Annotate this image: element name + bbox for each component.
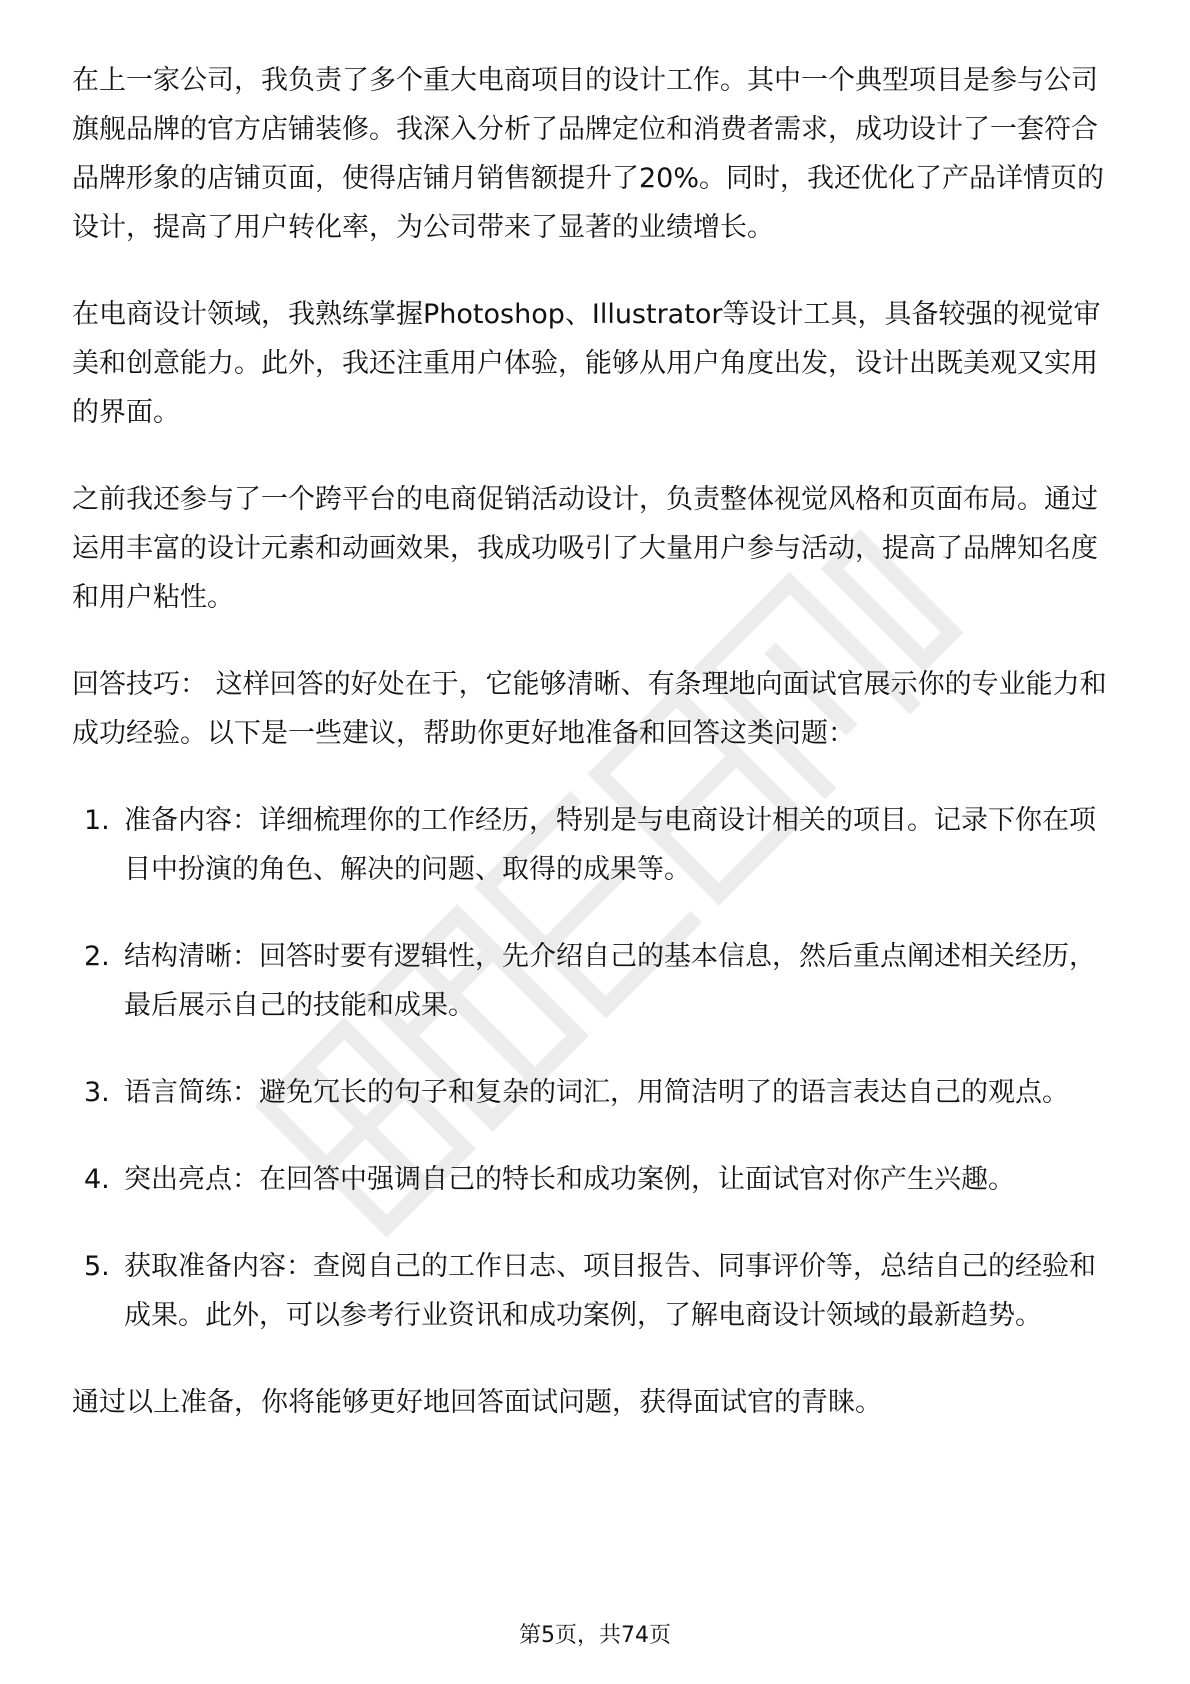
paragraph-promotion: 之前我还参与了一个跨平台的电商促销活动设计，负责整体视觉风格和页面布局。通过运用丰富的设计元素和动画效果，我成功吸引了大量用户参与活动，提高了品牌知名度和用户粘性。 [72, 484, 1098, 613]
list-item-text: 准备内容：详细梳理你的工作经历，特别是与电商设计相关的项目。记录下你在项目中扮演的角色、解决的问题、取得的成果等。 [124, 805, 1096, 885]
list-item [72, 1068, 1122, 1117]
list-item-text: 结构清晰：回答时要有逻辑性，先介绍自己的基本信息，然后重点阐述相关经历，最后展示自己的技能和成果。 [124, 941, 1096, 1021]
tips-list [72, 796, 1122, 1340]
list-item [72, 796, 1122, 894]
document-body [72, 56, 1122, 1427]
paragraph-skills: 在电商设计领域，我熟练掌握Photoshop、Illustrator等设计工具，具备较强的视觉审美和创意能力。此外，我还注重用户体验，能够从用户角度出发，设计出既美观又实用的界面。 [72, 299, 1101, 428]
page-number-footer: 第5页，共74页 [519, 1623, 671, 1648]
list-item-text: 获取准备内容：查阅自己的工作日志、项目报告、同事评价等，总结自己的经验和成果。此外，可以参考行业资讯和成功案例，了解电商设计领域的最新趋势。 [124, 1251, 1096, 1331]
list-item-number: 3. [84, 1077, 110, 1108]
list-item-text: 语言简练：避免冗长的句子和复杂的词汇，用简洁明了的语言表达自己的观点。 [124, 1077, 1069, 1108]
list-item-number: 1. [84, 805, 110, 836]
list-item-text: 突出亮点：在回答中强调自己的特长和成功案例，让面试官对你产生兴趣。 [124, 1164, 1015, 1195]
paragraph-experience: 在上一家公司，我负责了多个重大电商项目的设计工作。其中一个典型项目是参与公司旗舰品牌的官方店铺装修。我深入分析了品牌定位和消费者需求，成功设计了一套符合品牌形象的店铺页面，使得店铺月销售额提升了20%。同时，我还优化了产品详情页的设计，提高了用户转化率，为公司带来了显著的业绩增长。 [72, 65, 1105, 243]
list-item-number: 2. [84, 941, 110, 972]
list-item-number: 5. [84, 1251, 110, 1282]
answer-tips: 回答技巧： 这样回答的好处在于，它能够清晰、有条理地向面试官展示你的专业能力和成功经验。以下是一些建议，帮助你更好地准备和回答这类问题： [72, 669, 1107, 749]
closing-paragraph: 通过以上准备，你将能够更好地回答面试问题，获得面试官的青睐。 [72, 1387, 882, 1418]
list-item [72, 1155, 1122, 1204]
list-item [72, 932, 1122, 1030]
list-item [72, 1242, 1122, 1340]
list-item-number: 4. [84, 1164, 110, 1195]
